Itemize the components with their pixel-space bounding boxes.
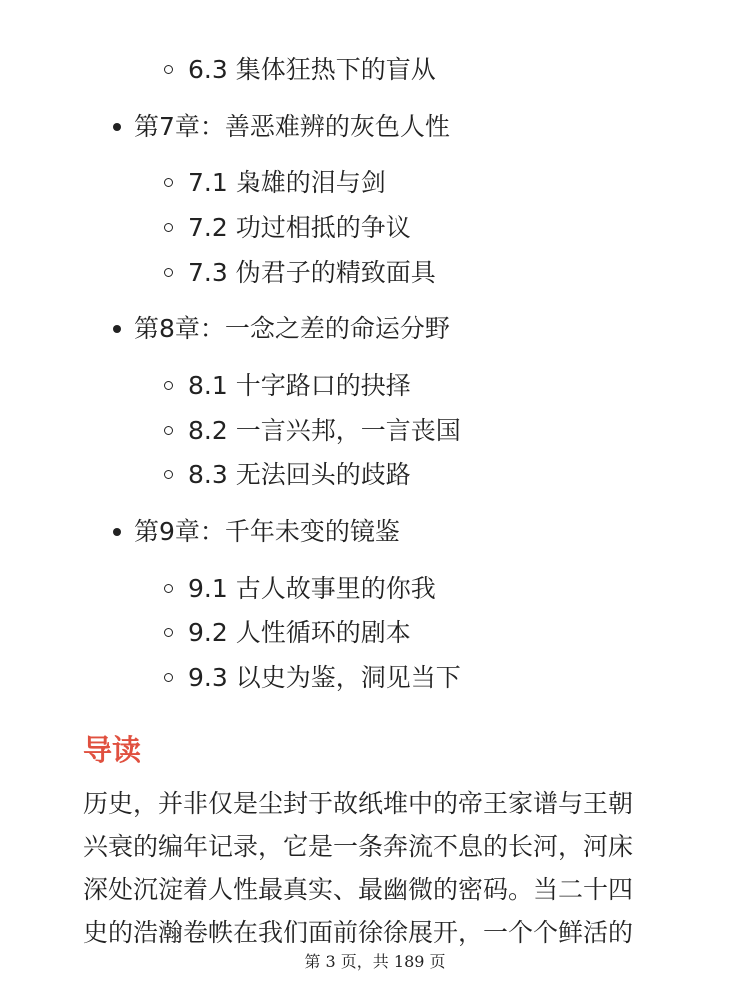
circle-bullet-icon bbox=[164, 426, 173, 435]
circle-bullet-icon bbox=[164, 628, 173, 637]
paragraph-line: 史的浩瀚卷帙在我们面前徐徐展开，一个个鲜活的 bbox=[83, 918, 634, 947]
toc-item-8-3[interactable] bbox=[188, 455, 411, 495]
toc-item-7-2[interactable] bbox=[188, 208, 411, 248]
intro-paragraph bbox=[83, 782, 683, 954]
toc-chapter-8[interactable] bbox=[134, 309, 450, 349]
toc-item-7-3[interactable] bbox=[188, 253, 436, 293]
toc-item-label: 8.1 十字路口的抉择 bbox=[188, 371, 411, 400]
toc-chapter-label: 第8章：一念之差的命运分野 bbox=[134, 314, 450, 343]
toc-item-9-1[interactable] bbox=[188, 569, 436, 609]
page-footer: 第 3 页，共 189 页 bbox=[304, 952, 446, 971]
circle-bullet-icon bbox=[164, 65, 173, 74]
circle-bullet-icon bbox=[164, 268, 173, 277]
toc-item-7-1[interactable] bbox=[188, 163, 386, 203]
toc-item-8-2[interactable] bbox=[188, 411, 461, 451]
disc-bullet-icon bbox=[113, 123, 121, 131]
circle-bullet-icon bbox=[164, 673, 173, 682]
toc-item-label: 9.3 以史为鉴，洞见当下 bbox=[188, 663, 461, 692]
toc-item-label: 8.3 无法回头的歧路 bbox=[188, 460, 411, 489]
disc-bullet-icon bbox=[113, 325, 121, 333]
toc-item-9-2[interactable] bbox=[188, 613, 411, 653]
toc-item-9-3[interactable] bbox=[188, 658, 461, 698]
toc-chapter-label: 第7章：善恶难辨的灰色人性 bbox=[134, 112, 450, 141]
toc-item-8-1[interactable] bbox=[188, 366, 411, 406]
circle-bullet-icon bbox=[164, 381, 173, 390]
toc-item-label: 6.3 集体狂热下的盲从 bbox=[188, 55, 436, 84]
toc-chapter-7[interactable] bbox=[134, 107, 450, 147]
circle-bullet-icon bbox=[164, 470, 173, 479]
toc-item-label: 7.1 枭雄的泪与剑 bbox=[188, 168, 386, 197]
paragraph-line: 历史，并非仅是尘封于故纸堆中的帝王家谱与王朝 bbox=[83, 789, 634, 818]
toc-item-label: 8.2 一言兴邦，一言丧国 bbox=[188, 416, 461, 445]
circle-bullet-icon bbox=[164, 584, 173, 593]
paragraph-line: 深处沉淀着人性最真实、最幽微的密码。当二十四 bbox=[83, 875, 634, 904]
toc-item-label: 7.2 功过相抵的争议 bbox=[188, 213, 411, 242]
toc-item-label: 9.2 人性循环的剧本 bbox=[188, 618, 411, 647]
intro-heading: 导读 bbox=[83, 733, 142, 767]
circle-bullet-icon bbox=[164, 223, 173, 232]
paragraph-line: 兴衰的编年记录，它是一条奔流不息的长河，河床 bbox=[83, 832, 634, 861]
circle-bullet-icon bbox=[164, 178, 173, 187]
toc-item-6-3[interactable] bbox=[188, 50, 436, 90]
toc-item-label: 9.1 古人故事里的你我 bbox=[188, 574, 436, 603]
toc-chapter-9[interactable] bbox=[134, 512, 400, 552]
toc-chapter-label: 第9章：千年未变的镜鉴 bbox=[134, 517, 400, 546]
disc-bullet-icon bbox=[113, 528, 121, 536]
toc-item-label: 7.3 伪君子的精致面具 bbox=[188, 258, 436, 287]
